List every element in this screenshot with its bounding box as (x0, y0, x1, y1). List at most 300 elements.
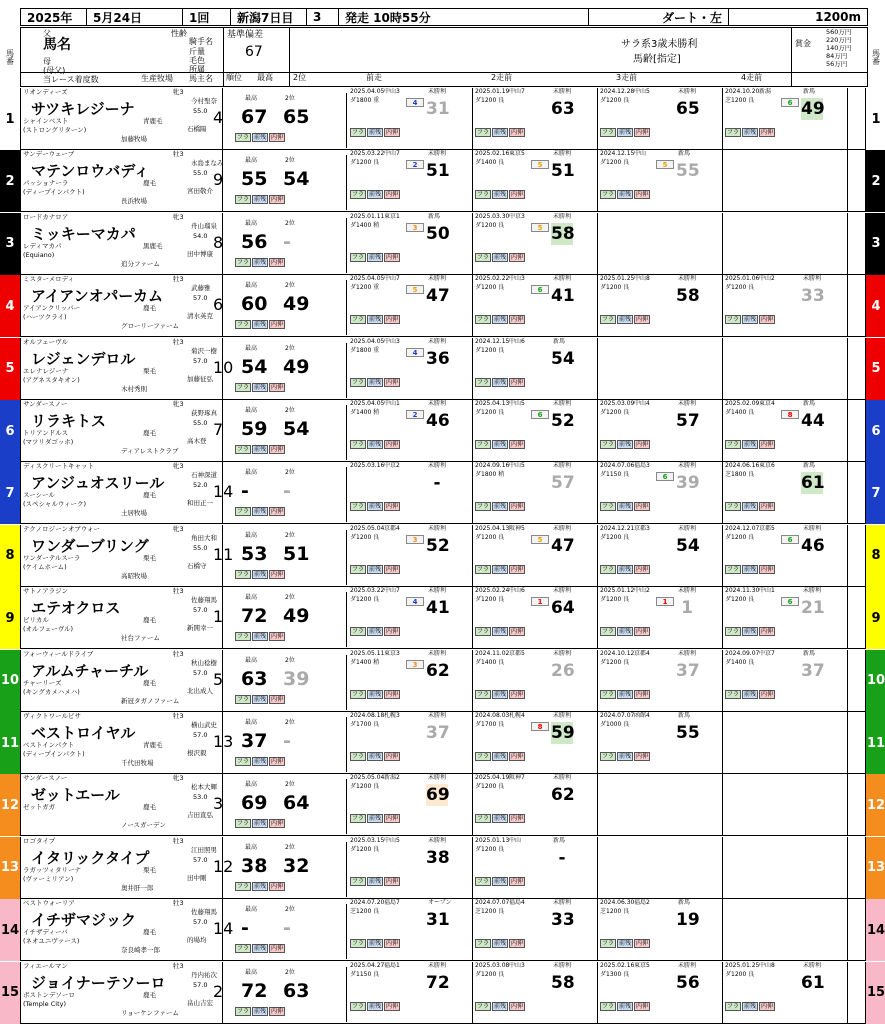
race-date: 2025.04.05 (350, 88, 385, 95)
label-best: 最高 (245, 344, 258, 352)
horse-card[interactable] (20, 650, 866, 712)
race-tag: フラ (352, 503, 365, 511)
horse-row[interactable] (0, 88, 885, 150)
best-score: - (241, 480, 249, 503)
race-tag: フラ (602, 129, 615, 136)
label-second: 2位 (285, 95, 295, 102)
race-cond: ダ1200 良 (350, 845, 380, 853)
weight: 57.0 (193, 356, 208, 365)
horse-row[interactable] (0, 338, 885, 400)
race-tag: 内伸 (636, 565, 649, 573)
race-place: 函館4 (634, 712, 650, 719)
waku-band-left: 1 (0, 88, 20, 150)
style-tag: 内伸 (271, 945, 284, 953)
race-tag: フラ (727, 441, 740, 448)
past-race-3[interactable] (598, 213, 723, 274)
horse-card[interactable] (20, 712, 866, 774)
race-cond: 芝1200 良 (600, 908, 630, 916)
race-cond: ダ1400 良 (475, 658, 505, 666)
label-best: 最高 (257, 73, 273, 82)
race-tag: フラ (727, 565, 740, 573)
race-tag: 内伸 (386, 503, 399, 511)
past-race-1[interactable] (348, 774, 473, 835)
race-tag: 前残 (494, 316, 507, 324)
race-date: 2024.11.30 (725, 587, 760, 595)
second-score: 63 (283, 979, 310, 1002)
race-tag: 内伸 (761, 1002, 774, 1010)
race-tag: 内伸 (761, 316, 774, 324)
race-date: 2025.01.25 (600, 275, 635, 283)
sex-age: 牡3 (173, 150, 184, 159)
race-place: 中山7 (509, 88, 525, 95)
position-badge: 5 (531, 223, 549, 232)
label-prev1: 前走 (366, 73, 382, 82)
sex-age: 牡3 (173, 337, 184, 346)
past-race-3[interactable] (598, 150, 723, 211)
jockey[interactable]: 秋山稔樹 (191, 658, 217, 667)
race-tag: 前残 (744, 690, 757, 698)
label-second: 2位 (285, 531, 295, 539)
horse-card[interactable] (20, 462, 866, 524)
past-race-3[interactable] (598, 525, 723, 586)
label-owner: 馬主名 (189, 74, 213, 83)
past-race-2[interactable] (473, 774, 598, 835)
coat-color: 栗毛 (143, 366, 156, 375)
race-tag: 前残 (494, 628, 507, 636)
jockey[interactable]: 佐藤翔馬 (191, 596, 217, 605)
race-score: 52 (426, 535, 450, 556)
race-place: 京都4 (634, 649, 650, 657)
past-race-1[interactable] (348, 400, 473, 461)
rank: 12 (213, 856, 234, 876)
race-tags (475, 814, 525, 823)
past-race-1[interactable] (348, 587, 473, 648)
past-race-2[interactable] (473, 712, 598, 773)
weight: 55.0 (193, 107, 208, 115)
sex-age: 牡3 (173, 275, 184, 284)
waku-band-left: 5 (0, 338, 20, 400)
label-kijun: 基準偏差 (227, 30, 264, 40)
race-score: 31 (426, 99, 450, 119)
horse-row[interactable] (0, 712, 885, 774)
horse-name[interactable]: ゼットエール (31, 786, 120, 805)
weight: 52.0 (193, 481, 208, 490)
sex-age: 牡3 (173, 899, 184, 908)
style-tag: フラ (237, 134, 250, 141)
horse-row[interactable] (0, 213, 885, 275)
race-class: 未勝利 (553, 649, 572, 657)
race-cond: ダ1200 良 (600, 409, 630, 416)
race-tags (350, 190, 400, 199)
race-tag: フラ (352, 628, 365, 636)
jockey[interactable]: 佐藤翔馬 (191, 908, 217, 917)
race-tag: 内伸 (636, 503, 649, 511)
horse-row[interactable] (0, 962, 885, 1024)
race-score: 26 (551, 660, 575, 681)
label-best: 最高 (245, 906, 258, 914)
coat-color: 鹿毛 (143, 990, 156, 999)
past-race-4[interactable] (723, 712, 848, 773)
race-date: 2024.11.02 (475, 649, 510, 657)
rating-box (233, 592, 347, 647)
race-class: 未勝利 (428, 836, 447, 844)
race-date: 2025.01.12 (600, 587, 635, 595)
dam: レディマカパ (23, 241, 62, 250)
label-best: 最高 (245, 594, 258, 602)
trainer: 宮田敬介 (187, 187, 213, 196)
style-tag: 前残 (254, 758, 267, 765)
race-cond: ダ1200 良 (600, 97, 630, 104)
race-tag: フラ (477, 129, 490, 136)
jockey[interactable]: 武藤雅 (191, 284, 211, 293)
horse-name[interactable]: アイアンオパーカム (31, 287, 164, 306)
past-race-4[interactable] (723, 213, 848, 274)
past-race-3[interactable] (598, 712, 723, 773)
race-place: 中山7 (384, 275, 400, 283)
jockey[interactable]: 角田大和 (191, 533, 217, 542)
coat-color: 鹿毛 (143, 429, 156, 437)
race-tags (600, 502, 650, 511)
race-place: 中山6 (509, 587, 525, 595)
horse-name[interactable]: アルムチャーチル (31, 661, 149, 680)
horse-name[interactable]: レジェンデロル (31, 349, 136, 368)
race-class: 未勝利 (803, 275, 822, 283)
horse-info (21, 338, 223, 399)
style-tags (235, 819, 285, 828)
past-race-2[interactable] (473, 150, 598, 211)
past-race-3[interactable] (598, 774, 723, 835)
race-class: 新馬 (803, 649, 816, 657)
past-race-3[interactable] (598, 587, 723, 648)
waku-band-left: 9 (0, 587, 20, 649)
coat-color: 鹿毛 (143, 491, 156, 500)
jockey[interactable]: 荻野琢真 (191, 409, 217, 417)
waku-band-left: 6 (0, 400, 20, 462)
style-tags (235, 695, 285, 704)
race-tag: 内伸 (511, 753, 524, 760)
horse-row[interactable] (0, 899, 885, 961)
breeder: 奥井肝一郎 (121, 883, 154, 892)
past-race-1[interactable] (348, 338, 473, 399)
trainer: 吉田直弘 (187, 811, 213, 820)
race-tag: 内伸 (636, 753, 649, 760)
horse-name[interactable]: サツキレジーナ (31, 100, 135, 118)
race-cond: ダ1200 良 (350, 596, 380, 604)
past-race-3[interactable] (598, 400, 723, 461)
trainer: 和田正一 (187, 499, 213, 508)
past-race-2[interactable] (473, 88, 598, 149)
horse-card[interactable] (20, 338, 866, 400)
sire: ロゴタイプ (23, 836, 56, 845)
race-date: 2025.01.25 (725, 961, 760, 969)
horse-card[interactable] (20, 275, 866, 337)
race-tag: 前残 (369, 940, 382, 948)
race-date: 2025.04.05 (350, 400, 385, 407)
style-tags (235, 320, 285, 329)
sire: フォーウィールドライブ (23, 649, 94, 658)
label-prev3: 3走前 (616, 73, 638, 82)
jockey[interactable]: 今村聖奈 (191, 97, 217, 105)
past-race-4[interactable] (723, 88, 848, 149)
jockey[interactable]: 菊沢一樹 (191, 346, 217, 355)
past-race-1[interactable] (348, 213, 473, 274)
rank: 14 (213, 919, 234, 939)
horse-card[interactable] (20, 837, 866, 899)
horse-name[interactable]: ベストロイヤル (31, 724, 136, 742)
horse-card[interactable] (20, 213, 866, 275)
prize-5: 56万円 (826, 60, 848, 68)
jockey[interactable]: 松本大輝 (191, 783, 217, 792)
race-cond: ダ1000 良 (600, 721, 630, 728)
prize-4: 84万円 (826, 52, 848, 60)
race-score: 36 (426, 348, 450, 369)
race-tag: 前残 (494, 877, 507, 885)
past-race-3[interactable] (598, 899, 723, 960)
race-tag: フラ (352, 191, 365, 199)
style-tag: 内伸 (271, 446, 284, 453)
dam: トリアンドルス (23, 429, 69, 437)
past-race-1[interactable] (348, 88, 473, 149)
horse-row[interactable] (0, 774, 885, 836)
waku-band-left: 7 (0, 462, 20, 524)
race-tag: 前残 (619, 628, 632, 636)
waku-band-right: 13 (866, 837, 885, 899)
label-keep: 毛色 (189, 56, 205, 65)
race-tags (350, 315, 400, 324)
horse-row[interactable] (0, 462, 885, 524)
second-score: - (283, 730, 291, 752)
race-class: 未勝利 (553, 462, 572, 470)
trainer: 田中剛 (187, 873, 207, 882)
style-tags (235, 757, 285, 766)
past-race-3[interactable] (598, 88, 723, 149)
horse-name[interactable]: アンジュオスリール (31, 474, 165, 493)
horse-card[interactable] (20, 774, 866, 836)
race-score: 38 (426, 847, 450, 868)
race-place: 中山1 (384, 400, 400, 407)
trainer: 清水英克 (187, 312, 213, 321)
style-tags (235, 258, 285, 267)
race-tag: フラ (477, 253, 490, 261)
style-tag: フラ (237, 570, 250, 578)
past-race-1[interactable] (348, 837, 473, 898)
label-second: 2位 (285, 282, 295, 290)
style-tag: 内伸 (271, 134, 284, 141)
race-cond: ダ1200 良 (600, 658, 630, 666)
style-tags (235, 1007, 285, 1016)
past-race-2[interactable] (473, 400, 598, 461)
style-tags (235, 195, 285, 204)
label-second: 2位 (293, 73, 307, 82)
race-tag: フラ (352, 441, 365, 448)
race-date: 2024.06.16 (725, 462, 760, 470)
race-tag: フラ (352, 753, 365, 760)
past-race-2[interactable] (473, 587, 598, 648)
race-class: 未勝利 (678, 88, 697, 95)
style-tag: フラ (237, 820, 250, 828)
race-score: 41 (426, 598, 450, 619)
horse-name[interactable]: マテンロウバディ (31, 162, 150, 181)
second-score: 51 (283, 542, 310, 565)
past-race-2[interactable] (473, 962, 598, 1023)
race-class: 未勝利 (553, 774, 572, 782)
past-race-2[interactable] (473, 899, 598, 960)
race-tag: 内伸 (511, 129, 524, 136)
race-tag: 内伸 (386, 316, 399, 324)
race-tags (475, 627, 525, 636)
race-date: 2024.07.06 (600, 462, 635, 470)
horse-row[interactable] (0, 525, 885, 587)
race-tag: 内伸 (511, 565, 524, 573)
past-race-1[interactable] (348, 962, 473, 1023)
past-race-4[interactable] (723, 587, 848, 648)
horse-card[interactable] (20, 88, 866, 150)
race-tag: フラ (477, 628, 490, 636)
race-tags (725, 627, 775, 636)
label-name: 馬名 (43, 37, 71, 53)
race-date: 2025.04.13 (475, 400, 510, 407)
rank: 6 (213, 295, 224, 315)
past-race-4[interactable] (723, 650, 848, 711)
past-race-2[interactable] (473, 213, 598, 274)
label-prize: 賞金 (795, 39, 811, 48)
label-baban-right: 馬番 (871, 49, 881, 65)
race-date: 2024.12.21 (600, 524, 635, 532)
weight: 57.0 (193, 668, 208, 677)
past-race-3[interactable] (598, 338, 723, 399)
horse-name[interactable]: イタリックタイプ (31, 848, 150, 867)
horse-card[interactable] (20, 587, 866, 649)
waku-band-right: 2 (866, 150, 885, 212)
past-race-1[interactable] (348, 525, 473, 586)
race-score: 58 (676, 286, 700, 307)
sire: テクノロジーンオブウォー (23, 524, 101, 533)
past-race-3[interactable] (598, 962, 723, 1023)
past-race-4[interactable] (723, 462, 848, 523)
past-race-1[interactable] (348, 712, 473, 773)
horse-name[interactable]: イチザマジック (31, 911, 137, 930)
weight: 55.0 (193, 169, 208, 178)
waku-band-left: 14 (0, 899, 20, 961)
horse-name[interactable]: ワンダーブリング (31, 536, 149, 555)
race-cond: ダ1700 良 (475, 721, 505, 728)
jockey[interactable]: 丹内祐次 (191, 970, 217, 979)
trainer: 新開幸一 (187, 624, 213, 633)
race-tag: 前残 (369, 253, 382, 261)
weight: 54.0 (193, 231, 208, 240)
race-score: 54 (551, 348, 575, 369)
past-race-4[interactable] (723, 837, 848, 898)
horse-row[interactable] (0, 275, 885, 337)
past-race-3[interactable] (598, 275, 723, 336)
race-score: - (558, 847, 566, 868)
race-tag: 前残 (744, 316, 757, 324)
past-race-4[interactable] (723, 774, 848, 835)
horse-name[interactable]: ジョイナーテソーロ (31, 973, 166, 992)
past-race-4[interactable] (723, 275, 848, 336)
race-cond: ダ1200 良 (475, 845, 505, 853)
jockey[interactable]: 石神深道 (191, 471, 217, 480)
past-race-4[interactable] (723, 400, 848, 461)
past-race-3[interactable] (598, 650, 723, 711)
rating-box (233, 904, 347, 959)
horse-row[interactable] (0, 650, 885, 712)
race-cond: ダ1200 良 (475, 284, 505, 292)
past-race-1[interactable] (348, 462, 473, 523)
past-race-1[interactable] (348, 650, 473, 711)
past-race-1[interactable] (348, 899, 473, 960)
race-tag: 前残 (619, 441, 632, 448)
broodmare-sire: (ハーツクライ) (23, 313, 67, 322)
past-race-2[interactable] (473, 837, 598, 898)
past-race-4[interactable] (723, 150, 848, 211)
race-tag: 内伸 (386, 628, 399, 636)
past-race-4[interactable] (723, 962, 848, 1023)
race-date: 2024.12.15 (475, 337, 510, 345)
past-race-3[interactable] (598, 462, 723, 523)
past-race-1[interactable] (348, 275, 473, 336)
race-place: 中山2 (634, 587, 650, 595)
past-race-2[interactable] (473, 275, 598, 336)
waku-band-right: 4 (866, 275, 885, 337)
horse-card[interactable] (20, 962, 866, 1024)
race-tags (725, 690, 775, 699)
past-race-4[interactable] (723, 338, 848, 399)
race-tags (475, 502, 525, 511)
race-place: 中山8 (634, 275, 650, 283)
horse-row[interactable] (0, 150, 885, 212)
race-tag: 前残 (369, 378, 382, 386)
race-class: 未勝利 (678, 462, 697, 470)
race-tag: フラ (477, 378, 490, 386)
race-cond: ダ1200 良 (350, 533, 380, 541)
jockey[interactable]: 舟山瑠泉 (191, 221, 217, 230)
past-race-2[interactable] (473, 650, 598, 711)
sex-age: 牝3 (173, 774, 184, 783)
race-date: 2025.02.24 (475, 587, 510, 595)
past-race-2[interactable] (473, 338, 598, 399)
horse-row[interactable] (0, 837, 885, 899)
style-tags (235, 133, 285, 142)
past-race-4[interactable] (723, 525, 848, 586)
horse-name[interactable]: リラキトス (31, 412, 106, 430)
past-race-3[interactable] (598, 837, 723, 898)
jockey[interactable]: 横山武史 (191, 721, 217, 729)
horse-row[interactable] (0, 587, 885, 649)
past-race-2[interactable] (473, 462, 598, 523)
horse-card[interactable] (20, 899, 866, 961)
race-score: 41 (551, 286, 575, 307)
horse-card[interactable] (20, 525, 866, 587)
horse-card[interactable] (20, 400, 866, 462)
race-place: 中京7 (759, 649, 775, 657)
horse-name[interactable]: エテオクロス (31, 599, 121, 618)
breeder: 奈良崎孝一郎 (121, 946, 160, 955)
horse-name[interactable]: ミッキーマカパ (31, 224, 136, 243)
race-tag: フラ (477, 441, 490, 448)
past-race-4[interactable] (723, 899, 848, 960)
horse-row[interactable] (0, 400, 885, 462)
horse-card[interactable] (20, 150, 866, 212)
jockey[interactable]: 江田照男 (191, 845, 217, 854)
race-tag: 前残 (494, 503, 507, 511)
breeder: 社台ファーム (121, 634, 160, 643)
style-tag: フラ (237, 446, 250, 453)
race-tag: 前残 (369, 191, 382, 199)
past-race-2[interactable] (473, 525, 598, 586)
jockey[interactable]: 永島まなみ (191, 159, 224, 168)
past-race-1[interactable] (348, 150, 473, 211)
